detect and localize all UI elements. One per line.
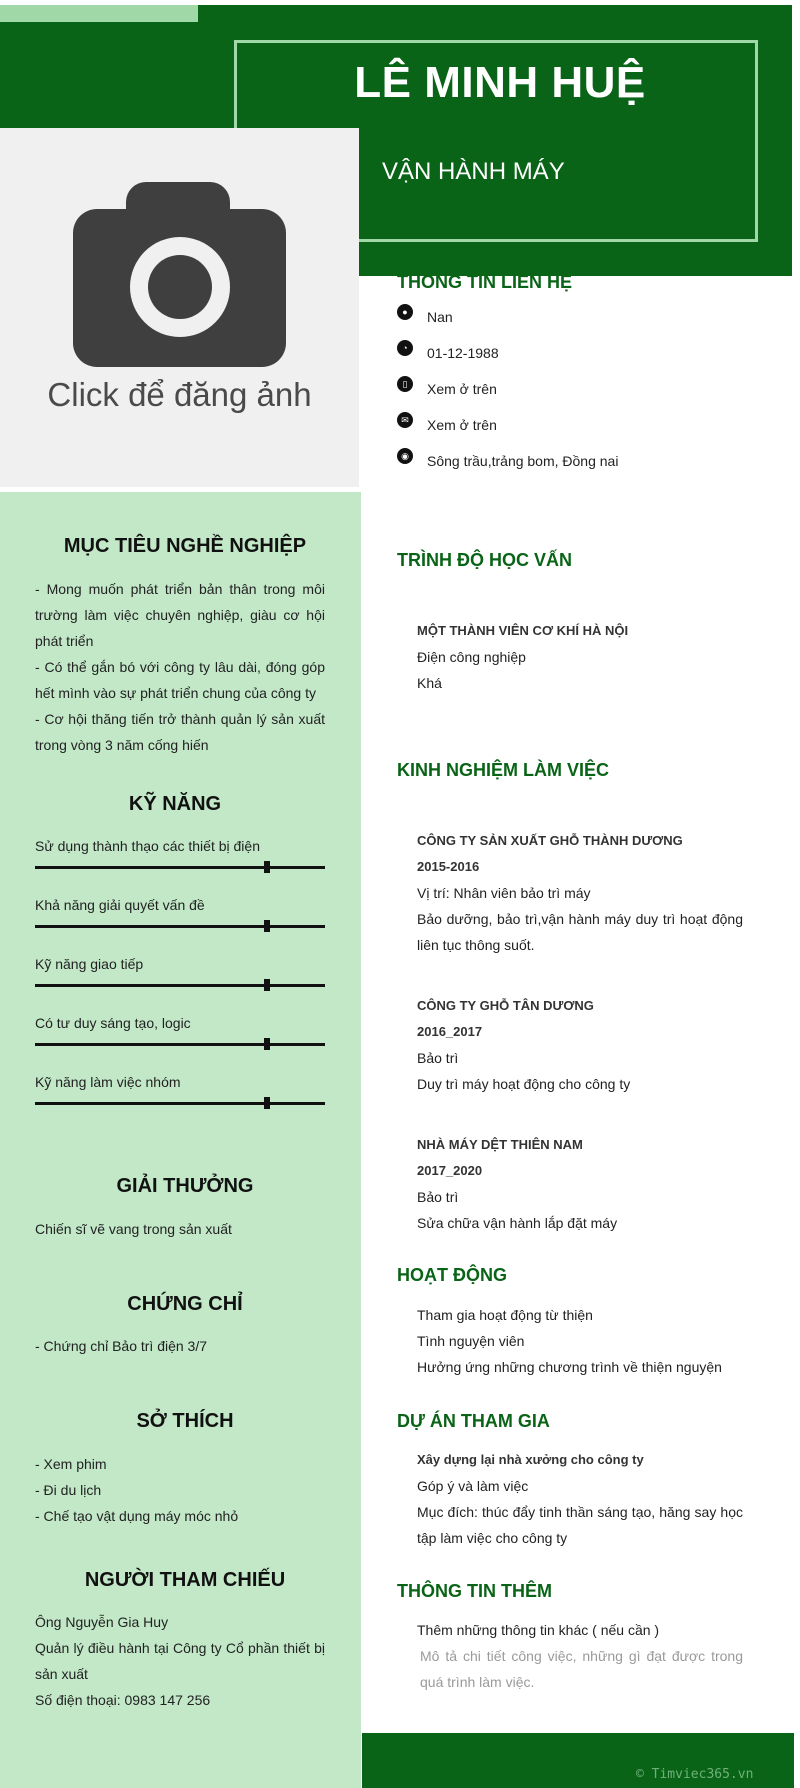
contact-phone[interactable]: Xem ở trên — [427, 381, 497, 397]
objective-line: - Cơ hội thăng tiến trở thành quản lý sản xuất trong vòng 3 năm cống hiến — [35, 711, 325, 753]
experience-desc: Sửa chữa vận hành lắp đặt máy — [417, 1215, 618, 1231]
skill-bar — [35, 1102, 325, 1105]
reference-name: Ông Nguyễn Gia Huy — [35, 1614, 169, 1630]
experience-item[interactable] — [417, 828, 743, 958]
references-title: NGƯỜI THAM CHIẾU — [84, 1569, 286, 1591]
footer-watermark: © Timviec365.vn — [636, 1767, 754, 1782]
person-icon: ● — [397, 304, 413, 320]
objective-text[interactable] — [35, 576, 325, 758]
skill-bar — [35, 866, 325, 869]
experience-role: Bảo trì — [417, 1050, 459, 1066]
skill-level-knob[interactable] — [264, 1038, 270, 1050]
reference-phone: Số điện thoại: 0983 147 256 — [35, 1692, 211, 1708]
activities-block[interactable] — [417, 1302, 743, 1380]
location-icon: ◉ — [397, 448, 413, 464]
header-accent-bar — [0, 5, 198, 22]
photo-upload-label[interactable]: Click để đăng ảnh — [47, 376, 312, 413]
objective-line: - Có thể gắn bó với công ty lâu dài, đóng góp hết mình vào sự phát triển chung của công ty — [35, 659, 325, 701]
education-title: TRÌNH ĐỘ HỌC VẤN — [397, 550, 572, 570]
mail-icon: ✉ — [397, 412, 413, 428]
contact-title: THÔNG TIN LIÊN HỆ — [397, 272, 572, 292]
education-major: Điện công nghiệp — [417, 649, 526, 665]
experience-company: CÔNG TY GHỖ TÂN DƯƠNG — [417, 998, 594, 1013]
skill-name[interactable]: Có tư duy sáng tạo, logic — [35, 1015, 191, 1031]
activities-title: HOẠT ĐỘNG — [397, 1265, 507, 1285]
education-grade: Khá — [417, 675, 442, 691]
skills-title: KỸ NĂNG — [128, 793, 222, 815]
awards-text[interactable]: Chiến sĩ vẽ vang trong sản xuất — [35, 1221, 232, 1237]
objective-title: MỤC TIÊU NGHỀ NGHIỆP — [63, 535, 307, 557]
awards-title: GIẢI THƯỞNG — [116, 1175, 254, 1197]
skill-level-knob[interactable] — [264, 920, 270, 932]
additional-block[interactable] — [417, 1617, 743, 1695]
skill-level-knob[interactable] — [264, 979, 270, 991]
experience-item[interactable] — [417, 993, 743, 1097]
skill-name[interactable]: Sử dụng thành thạo các thiết bị điện — [35, 838, 260, 854]
experience-desc: Bảo dưỡng, bảo trì,vận hành máy duy trì hoạt động liên tục thông suốt. — [417, 911, 743, 953]
skill-level-knob[interactable] — [264, 1097, 270, 1109]
objective-line: - Mong muốn phát triển bản thân trong môi trường làm việc chuyên nghiệp, giàu cơ hội phát triển — [35, 581, 325, 649]
contact-name[interactable]: Nan — [427, 309, 453, 325]
additional-hint: Mô tả chi tiết công việc, những gì đạt được trong quá trình làm việc. — [420, 1648, 743, 1690]
additional-title: THÔNG TIN THÊM — [397, 1581, 552, 1601]
experience-period: 2017_2020 — [417, 1163, 483, 1178]
activity-line: Hưởng ứng những chương trình về thiện nguyện — [417, 1359, 722, 1375]
hobby-item: - Đi du lịch — [35, 1482, 102, 1498]
skill-name[interactable]: Khả năng giải quyết vấn đề — [35, 897, 205, 913]
skill-bar — [35, 925, 325, 928]
hobbies-list[interactable] — [35, 1451, 325, 1529]
references-text[interactable] — [35, 1609, 325, 1713]
contact-address[interactable]: Sông trầu,trảng bom, Đồng nai — [427, 453, 619, 469]
experience-role: Bảo trì — [417, 1189, 459, 1205]
reference-position: Quản lý điều hành tại Công ty Cổ phần thiết bị sản xuất — [35, 1640, 325, 1682]
project-name: Xây dựng lại nhà xưởng cho công ty — [417, 1452, 644, 1467]
activity-line: Tình nguyện viên — [417, 1333, 525, 1349]
clock-icon: ◔ — [397, 340, 413, 356]
hobby-item: - Chế tạo vật dụng máy móc nhỏ — [35, 1508, 239, 1524]
experience-period: 2015-2016 — [417, 859, 480, 874]
hobbies-title: SỞ THÍCH — [136, 1410, 234, 1432]
education-block[interactable] — [417, 618, 743, 696]
experience-title: KINH NGHIỆM LÀM VIỆC — [397, 760, 610, 780]
certificates-title: CHỨNG CHỈ — [127, 1293, 243, 1315]
experience-company: NHÀ MÁY DỆT THIÊN NAM — [417, 1137, 583, 1152]
experience-company: CÔNG TY SẢN XUẤT GHỖ THÀNH DƯƠNG — [417, 833, 683, 848]
project-desc: Mục đích: thúc đẩy tinh thần sáng tạo, hăng say học tập làm việc cho công ty — [417, 1504, 743, 1546]
projects-block[interactable] — [417, 1447, 743, 1551]
skill-level-knob[interactable] — [264, 861, 270, 873]
certificates-text[interactable]: - Chứng chỉ Bảo trì điện 3/7 — [35, 1338, 208, 1354]
contact-email[interactable]: Xem ở trên — [427, 417, 497, 433]
skill-name[interactable]: Kỹ năng làm việc nhóm — [35, 1074, 181, 1090]
education-school: MỘT THÀNH VIÊN CƠ KHÍ HÀ NỘI — [417, 623, 629, 638]
experience-desc: Duy trì máy hoạt động cho công ty — [417, 1076, 631, 1092]
camera-lens — [148, 255, 212, 319]
phone-icon: ▯ — [397, 376, 413, 392]
hobby-item: - Xem phim — [35, 1456, 107, 1472]
experience-role: Vị trí: Nhân viên bảo trì máy — [417, 885, 591, 901]
job-title[interactable]: VẬN HÀNH MÁY — [382, 158, 565, 185]
candidate-name[interactable]: LÊ MINH HUỆ — [354, 58, 646, 107]
projects-title: DỰ ÁN THAM GIA — [397, 1411, 550, 1431]
skill-name[interactable]: Kỹ năng giao tiếp — [35, 956, 144, 972]
skill-bar — [35, 984, 325, 987]
project-role: Góp ý và làm việc — [417, 1478, 529, 1494]
activity-line: Tham gia hoạt động từ thiện — [417, 1307, 593, 1323]
additional-line: Thêm những thông tin khác ( nếu cần ) — [417, 1622, 660, 1638]
experience-item[interactable] — [417, 1132, 743, 1236]
skill-bar — [35, 1043, 325, 1046]
contact-birthday[interactable]: 01-12-1988 — [427, 345, 499, 361]
experience-period: 2016_2017 — [417, 1024, 483, 1039]
